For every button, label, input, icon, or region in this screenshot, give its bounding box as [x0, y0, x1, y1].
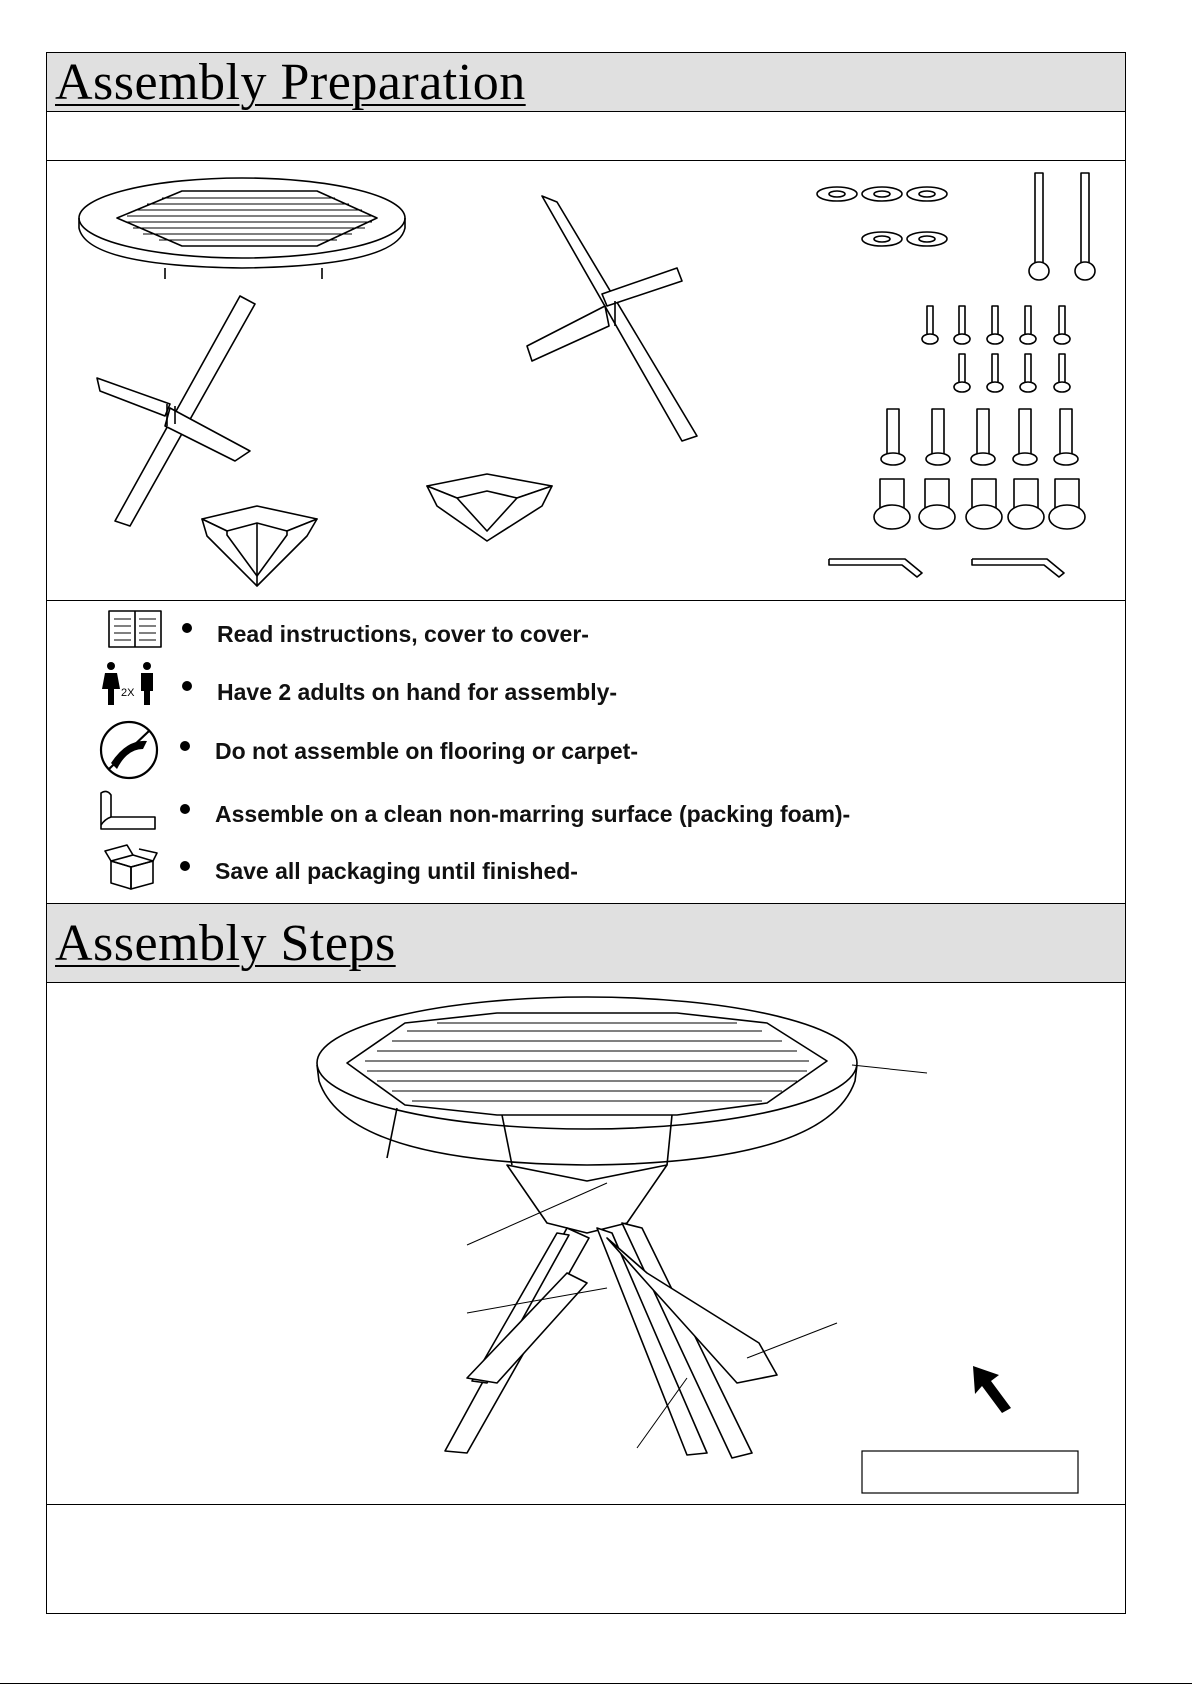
- page-bottom-rule: [0, 1683, 1192, 1684]
- rule-text-3: Do not assemble on flooring or carpet-: [215, 738, 638, 764]
- rules-panel: [46, 600, 1126, 904]
- washers: [815, 181, 950, 251]
- rule-text-4: Assemble on a clean non-marring surface (packing foam)-: [215, 801, 851, 827]
- two-adults-label: 2X: [121, 687, 135, 699]
- foam-sheet-icon: [93, 787, 159, 831]
- barrel-nuts: [872, 479, 1097, 539]
- preparation-title: Assembly Preparation: [55, 54, 526, 111]
- preparation-blank-row: [46, 111, 1126, 161]
- assembly-diagram-panel: [46, 982, 1126, 1505]
- box-icon: [103, 841, 159, 893]
- bracket-part-left: [197, 501, 322, 591]
- steps-blank-row: [46, 1504, 1126, 1614]
- book-icon: [105, 609, 165, 651]
- table-top-part: [77, 176, 417, 286]
- bracket-part-right: [422, 471, 557, 551]
- rule-text-1: Read instructions, cover to cover-: [217, 621, 589, 647]
- medium-bolts: [877, 409, 1087, 474]
- steps-header: [46, 903, 1126, 983]
- rule-text-5: Save all packaging until finished-: [215, 858, 578, 884]
- rule-bullet-1: [182, 623, 192, 633]
- assembled-table-diagram: [47, 983, 1127, 1503]
- preparation-header: [46, 52, 1126, 112]
- no-carpet-icon: [97, 719, 161, 781]
- two-adults-icon: [99, 661, 159, 709]
- rule-bullet-5: [180, 861, 190, 871]
- rule-bullet-2: [182, 681, 192, 691]
- small-screws: [917, 306, 1087, 401]
- long-bolts: [1027, 171, 1107, 291]
- leg-frame-part-right: [527, 196, 717, 456]
- allen-keys: [827, 553, 1087, 583]
- rule-bullet-4: [180, 804, 190, 814]
- rule-text-2: Have 2 adults on hand for assembly-: [217, 679, 618, 705]
- steps-title: Assembly Steps: [55, 915, 396, 972]
- parts-panel: [46, 160, 1126, 601]
- rule-bullet-3: [180, 741, 190, 751]
